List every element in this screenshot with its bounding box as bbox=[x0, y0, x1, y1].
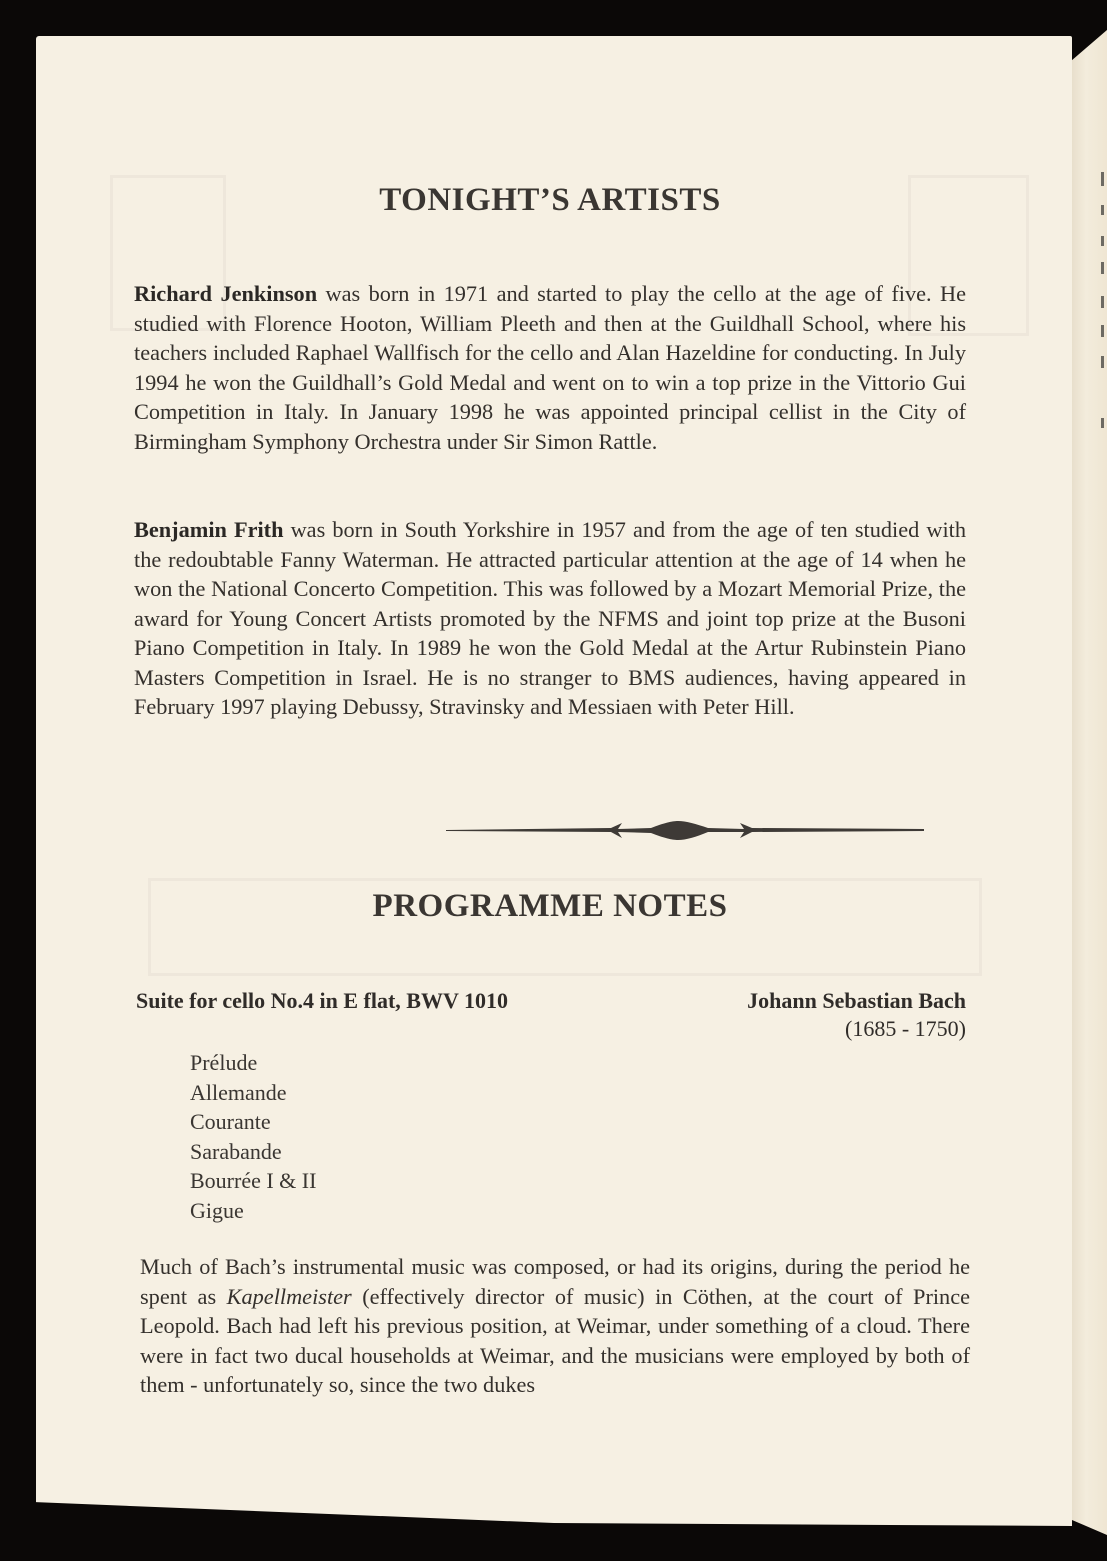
composer-name: Johann Sebastian Bach bbox=[747, 988, 966, 1013]
adjacent-page-mark bbox=[1101, 205, 1104, 215]
note-text: (effectively director of music) in Cöthen, at the court of Prince Leopold. Bach had left his previous position, at Weimar, under something of a cloud. There were in fact two ducal households at Weimar, and the musicians were employed by both of them - unfortunately so, since the two dukes bbox=[140, 1283, 971, 1397]
composer-dates: (1685 - 1750) bbox=[845, 1016, 966, 1041]
artist-name: Richard Jenkinson bbox=[134, 281, 318, 306]
adjacent-page-edge bbox=[1072, 30, 1107, 1535]
artist-bio-text: was born in South Yorkshire in 1957 and from the age of ten studied with the redoubtable Fanny Waterman. He attracted particular attention at the age of 14 when he won the National Concerto Competition. This was followed by a Mozart Memorial Prize, the award for Young Concert Artists promoted by the NFMS and joint top prize at the Busoni Piano Competition in Italy. In 1989 he won the Gold Medal at the Artur Rubinstein Piano Masters Competition in Israel. He is no stranger to BMS audiences, having appeared in February 1997 playing Debussy, Stravinsky and Messiaen with Peter Hill. bbox=[134, 517, 966, 719]
adjacent-page-mark bbox=[1101, 325, 1104, 337]
movement-item: Gigue bbox=[190, 1197, 244, 1223]
movement-item: Allemande bbox=[190, 1079, 287, 1105]
adjacent-page-mark bbox=[1101, 172, 1104, 186]
note-text: Much of Bach’s instrumental music was composed, or had its origins, during the period he spent as bbox=[140, 1254, 970, 1309]
programme-notes-heading: PROGRAMME NOTES bbox=[372, 888, 728, 924]
movement-item: Bourrée I & II bbox=[190, 1168, 317, 1194]
ornamental-rule-icon bbox=[446, 812, 924, 846]
artist-bio-text: was born in 1971 and started to play the cello at the age of five. He studied with Florence Hooton, William Pleeth and then at the Guildhall School, where his teachers included Raphael Wallfisch for the cello and Alan Hazeldine for conducting. In July 1994 he won the Guildhall’s Gold Medal and went on to win a top prize in the Vittorio Gui Competition in Italy. In January 1998 he was appointed principal cellist in the City of Birmingham Symphony Orchestra under Sir Simon Rattle. bbox=[134, 281, 966, 454]
adjacent-page-mark bbox=[1101, 356, 1104, 368]
movement-list bbox=[190, 1048, 316, 1226]
adjacent-page-mark bbox=[1101, 296, 1104, 308]
programme-note-body bbox=[140, 1252, 970, 1400]
adjacent-page-mark bbox=[1101, 418, 1104, 428]
movement-item: Prélude bbox=[190, 1050, 258, 1075]
artist-bio bbox=[134, 279, 966, 456]
note-italic-term: Kapellmeister bbox=[226, 1283, 352, 1309]
adjacent-page-mark bbox=[1101, 236, 1104, 246]
artists-heading: TONIGHT’S ARTISTS bbox=[379, 182, 721, 218]
work-title: Suite for cello No.4 in E flat, BWV 1010 bbox=[136, 988, 508, 1013]
adjacent-page-mark bbox=[1101, 262, 1104, 274]
artist-name: Benjamin Frith bbox=[134, 517, 284, 542]
movement-item: Courante bbox=[190, 1109, 271, 1135]
artist-bio bbox=[134, 515, 966, 722]
movement-item: Sarabande bbox=[190, 1138, 282, 1164]
